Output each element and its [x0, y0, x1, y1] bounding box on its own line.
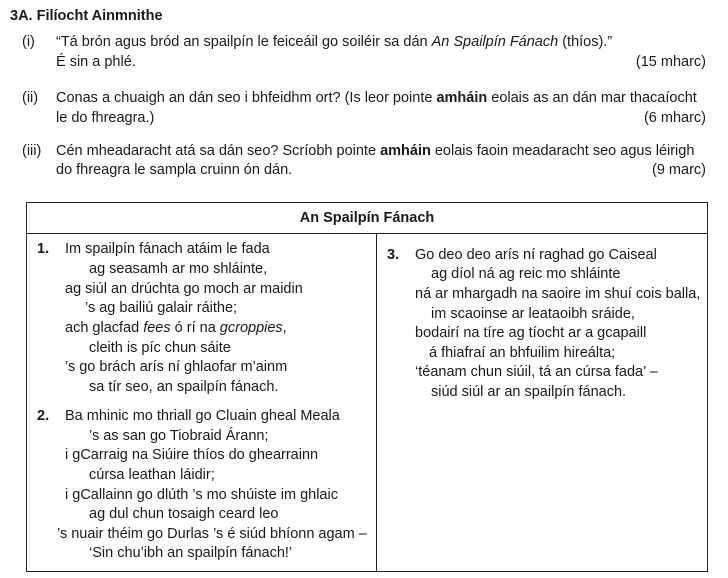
- stanza-number: 2.: [37, 408, 50, 424]
- column-divider: [376, 233, 377, 571]
- question-text: Cén mheadaracht atá sa dán seo? Scríobh pointe amháin eolais faoin meadaracht seo agus léirigh: [56, 143, 695, 159]
- marks-label: (9 marc): [652, 162, 706, 178]
- poem-line: ’s go brách arís ní ghlaofar m’ainm: [65, 359, 288, 375]
- poem-title: An Spailpín Fánach: [27, 203, 707, 234]
- stanza-number: 1.: [37, 241, 50, 257]
- question-text: do fhreagra le sampla cruinn ón dán.: [56, 162, 293, 178]
- poem-line: ag siúl an drúchta go moch ar maidin: [65, 281, 303, 297]
- poem-line: cleith is píc chun sáite: [89, 340, 231, 356]
- poem-line: Go deo deo arís ní raghad go Caiseal: [415, 247, 657, 263]
- poem-line: ach glacfad fees ó rí na gcroppies,: [65, 320, 287, 336]
- question-text: Conas a chuaigh an dán seo i bhfeidhm ort? (Is leor pointe amháin eolais as an dán mar thacaíocht: [56, 90, 697, 106]
- poem-line: i gCarraig na Siúire thíos do ghearrainn: [65, 447, 319, 463]
- poem-line: Ba mhinic mo thriall go Cluain gheal Meala: [65, 408, 340, 424]
- poem-line: sa tír seo, an spailpín fánach.: [89, 379, 279, 395]
- question-number: (i): [22, 34, 35, 50]
- poem-line: ná ar mhargadh na saoire im shuí cois balla,: [415, 286, 701, 302]
- section-title: 3A. Filíocht Ainmnithe: [10, 8, 163, 24]
- question-text: É sin a phlé.: [56, 54, 136, 70]
- poem-line: i gCallainn go dlúth ’s mo shúiste im ghlaic: [65, 487, 338, 503]
- poem-line: ’s ag bailiú galair ráithe;: [85, 300, 238, 316]
- poem-line: ’s nuair théim go Durlas ’s é siúd bhíonn agam –: [57, 526, 367, 542]
- question-number: (iii): [22, 143, 42, 159]
- stanza-number: 3.: [387, 247, 400, 263]
- marks-label: (6 mharc): [643, 110, 706, 126]
- poem-line: ‘téanam chun siúil, tá an cúrsa fada’ –: [415, 364, 658, 380]
- poem-line: siúd siúl ar an spailpín fánach.: [431, 384, 627, 400]
- poem-box: [26, 202, 708, 572]
- marks-label: (15 mharc): [635, 54, 706, 70]
- question-number: (ii): [22, 90, 39, 106]
- question-text: “Tá brón agus bród an spailpín le feiceáil go soiléir sa dán An Spailpín Fánach (thíos).”: [56, 34, 613, 50]
- poem-line: ‘Sin chu’ibh an spailpín fánach!’: [89, 545, 293, 561]
- poem-line: ’s as san go Tiobraid Árann;: [89, 428, 269, 444]
- poem-line: ag díol ná ag reic mo shláinte: [431, 266, 621, 282]
- poem-line: ag seasamh ar mo shláinte,: [89, 261, 268, 277]
- question-text: le do fhreagra.): [56, 110, 155, 126]
- poem-line: cúrsa leathan láidir;: [89, 467, 215, 483]
- poem-line: bodairí na tíre ag tíocht ar a gcapaill: [415, 325, 647, 341]
- poem-line: á fhiafraí an bhfuilim hireálta;: [429, 345, 616, 361]
- poem-line: ag dul chun tosaigh ceard leo: [89, 506, 279, 522]
- poem-line: Im spailpín fánach atáim le fada: [65, 241, 270, 257]
- poem-line: im scaoinse ar leataoibh sráide,: [431, 306, 635, 322]
